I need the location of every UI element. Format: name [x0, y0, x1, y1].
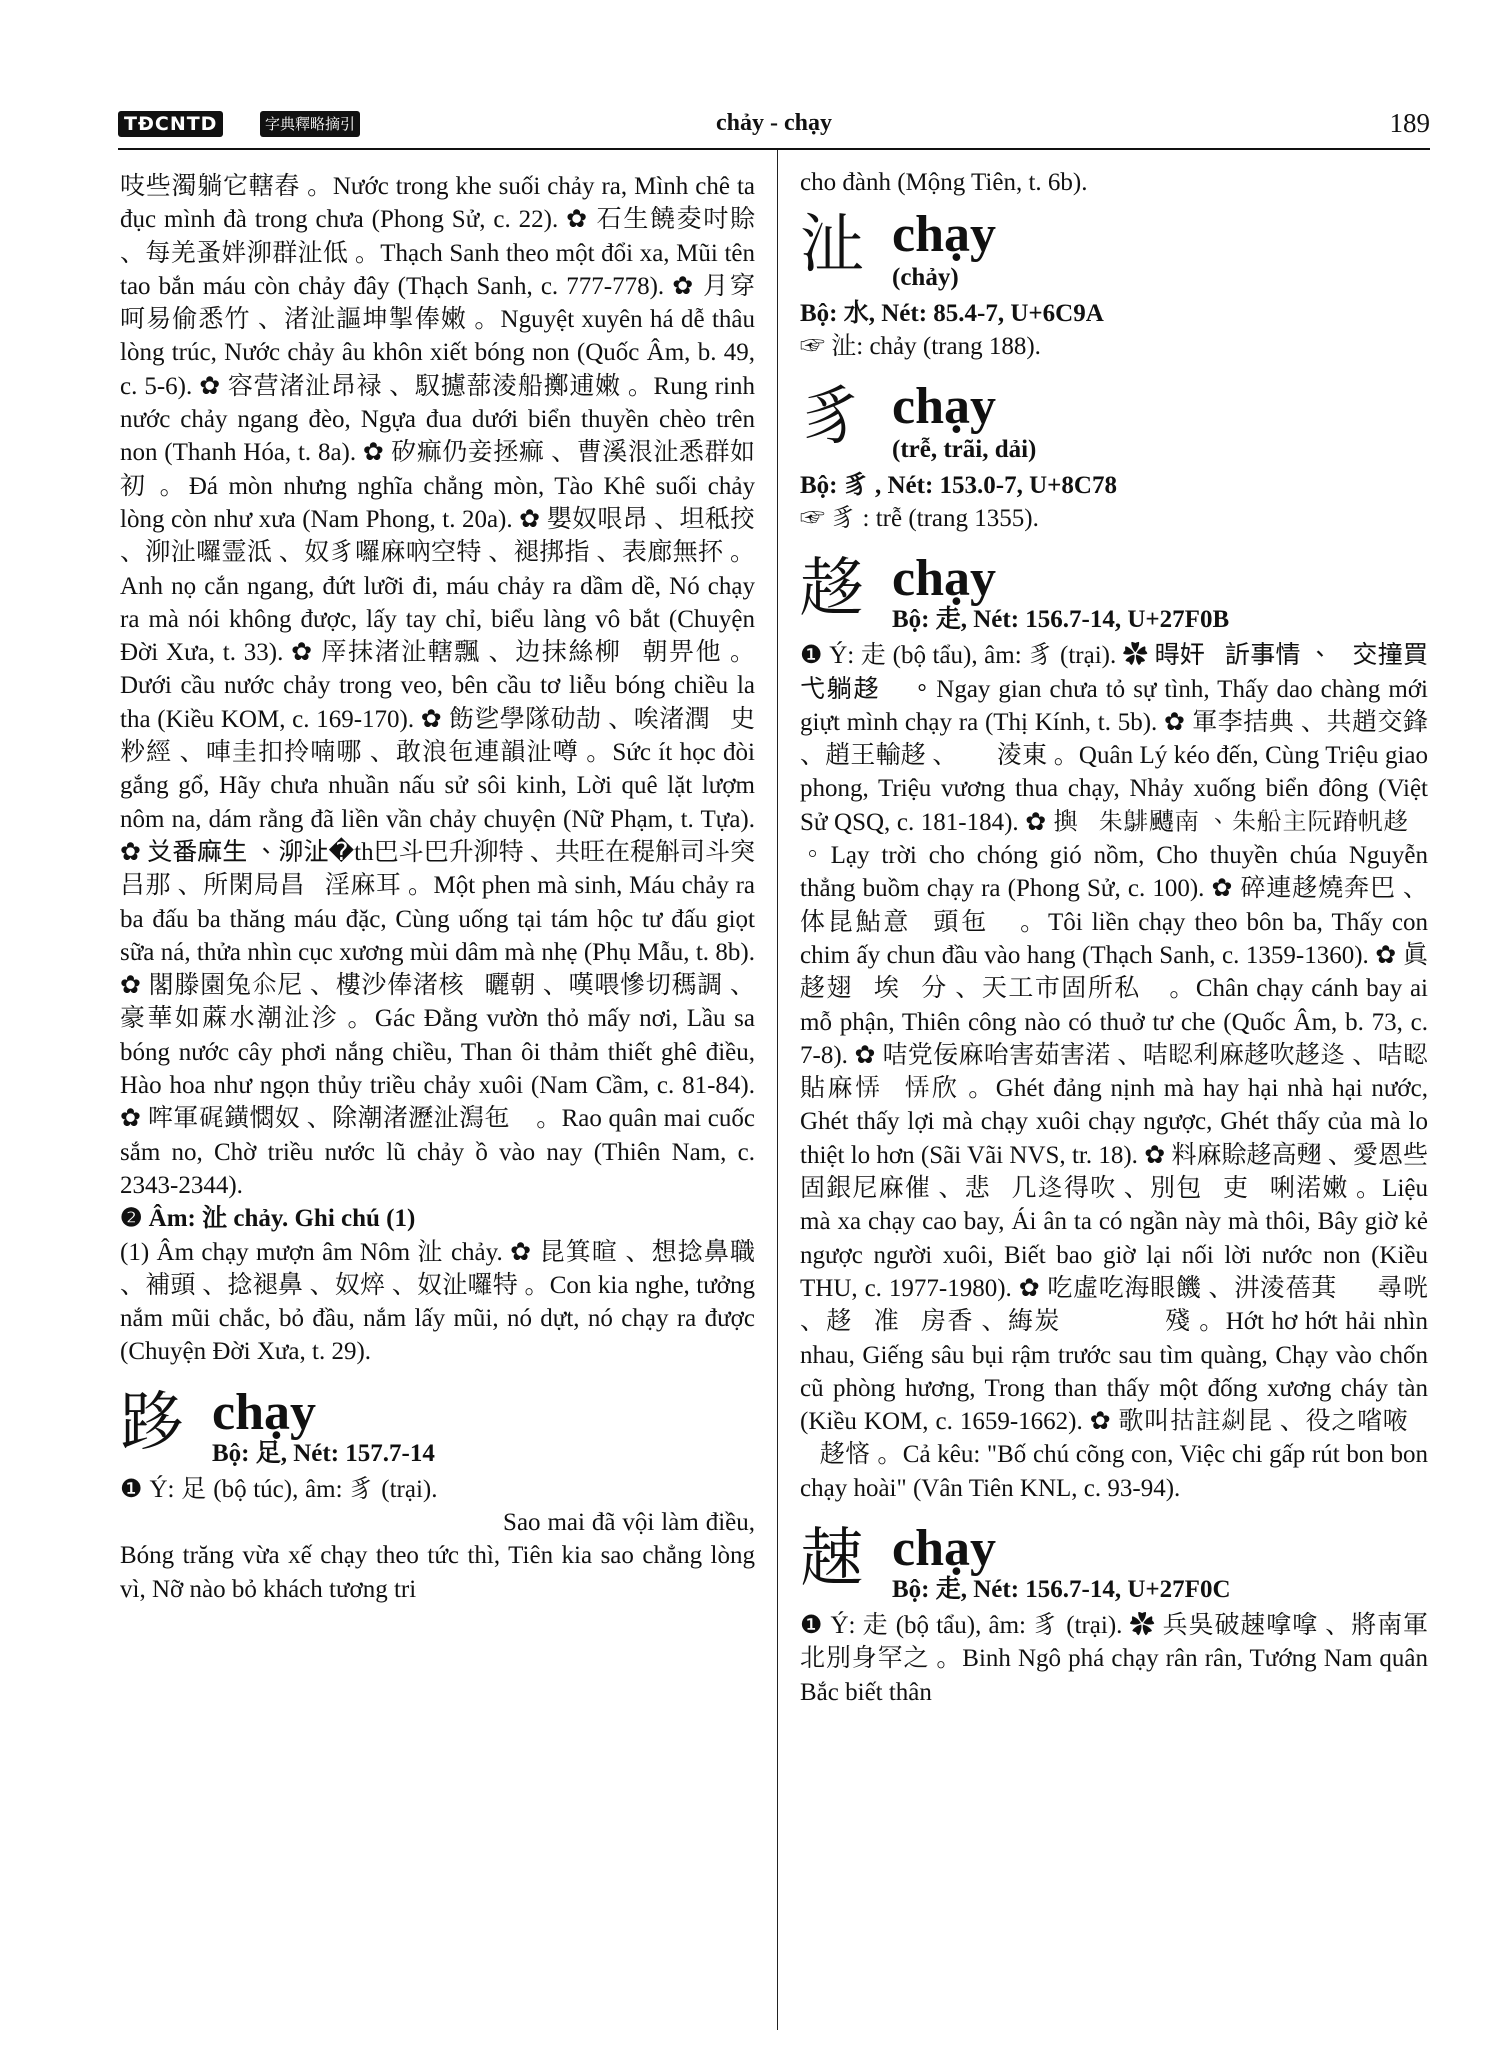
- entry-sense-text: ❶ Ý: 足 (bộ túc), âm: 豸 (trại). ✿ 𣊾枚㐌倍夕調 、膵膝皮熾跢曉息辰 、仙箕牢庄悉為 、女市補客相知朱停 。Sao mai đã vội làm điều, Bóng trăng vừa xế chạy theo tức thì, Tiên kia sao chẳng lòng vì, Nỡ nào bỏ khách tương tri: [120, 1475, 755, 1603]
- entry-headword: chạy: [892, 1520, 996, 1578]
- entry-character: 趍: [800, 552, 864, 627]
- entry-continuation-text: 吱些濁躺它轄舂 。Nước trong khe suối chảy ra, Mình chê ta đục mình đà trong chưa (Phong Sử, c. 22). ✿ 石生饒夌吋賒 、每羌蚤姅泖群沚低 。Thạch Sanh theo một đổi xa, Mũi tên tao bắn máu còn chảy đây (Thạch Sanh, c. 777-778). ✿ 月穿呵易偷悉竹 、渚沚謳坤掣俸嫩 。Nguyệt xuyên há dễ thâu lòng trúc, Nước chảy âu khôn xiết bóng non (Quốc Âm, b. 49, c. 5-6). ✿ 容营渚沚昂䘵 、馭攄蔀淩船擲逋嫩 。Rung rinh nước chảy ngang đèo, Ngựa đua dưới biển thuyền chèo trên non (Thanh Hóa, t. 8a). ✿ 矽痲仍妾拯痲 、曹溪泿沚悉群如初 。Đá mòn nhưng nghĩa chẳng mòn, Tào Khê suối chảy lòng còn như xưa (Nam Phong, t. 20a). ✿ 嬰奴哏昂 、坦秪挍 、泖沚囉霊泜 、奴豸囉麻吶空特 、褪挷指 、表廊無抔 。Anh nọ cắn ngang, đứt lưỡi đi, máu chảy ra dầm dề, Nó chạy ra mà nói không được, lấy tay chỉ, biểu làng vô bắt (Chuyện Đời Xưa, t. 33). ✿ 厗抹渚沚轄飄 、边抹絲柳𩄎朝畀他 。Dưới cầu nước chảy trong veo, bên cầu tơ liễu bóng chiều la tha (Kiều KOM, c. 169-170). ✿ 飭乷學隊劯劼 、唉渚潤𤉚史粆經 、唓圭扣拎喃哪 、敢浪㐌連韻沚噂 。Sức ít học đòi gắng gổ, Hãy chưa nhuần nấu sử sôi kinh, Lời quê lặt lượm nôm na, dám rằng đã liền vần chảy chuyện (Nữ Phạm, t. Tựa). ✿ 𠬠番麻生 、泖沚�th巴斗巴升泖特 、共旺在䅠斛司斗突吕那 、所閑局昌𦓡淫麻耳 。Một phen mà sinh, Máu chảy ra ba đấu ba thăng máu đặc, Cùng uống tại tám hộc tư đấu giọt sữa ná, thửa nhìn cục xương mùi dâm mà nhẹ (Phụ Mẫu, t. 8b). ✿ 閣滕園兔𠇍尼 、樓沙俸渚核𣊾曬朝 、嘆喂慘切𥡗調 、豪華如蔴水潮沚沴 。Gác Đằng vườn thỏ mấy nơi, Lầu sa bóng nước cây phơi nắng chiều, Than ôi thảm thiết ghê điều, Hào hoa như ngọn thủy triều chảy xuôi (Nam Cầm, c. 81-84). ✿ 哰軍𥒮鐄㦖奴 、除潮渚瀝沚澙㐌𠸗 。Rao quân mai cuốc sắm no, Chờ triều nước lũ chảy ồ vào nay (Thiên Nam, c. 2343-2344).: [120, 173, 755, 1199]
- entry-cross-reference: ☞ 豸 : trễ (trang 1355).: [800, 505, 1039, 533]
- entry-radical-info: Bộ: 豸 , Nét: 153.0-7, U+8C78: [800, 472, 1117, 500]
- dictionary-entry-header: [800, 551, 1428, 635]
- page-number: 189: [1389, 108, 1430, 138]
- running-title: chảy - chạy: [716, 110, 832, 136]
- entry-continuation-line: cho đành (Mộng Tiên, t. 6b).: [800, 169, 1088, 196]
- entry-headword: chạy: [892, 206, 996, 264]
- dictionary-entry-header: [800, 207, 1428, 293]
- entry-heading-block: [212, 1385, 755, 1469]
- entry-reading: (chảy): [892, 264, 959, 292]
- footnote-paragraph: (1) Âm chạy mượn âm Nôm 沚 chảy. ✿ 昆箕暄 、想捻鼻職 、補頭 、捻褪鼻 、奴焠 、奴沚囉特 。Con kia nghe, tưởng nắm mũi chắc, bỏ đầu, nắm lấy mũi, nó dựt, nó chạy ra được (Chuyện Đời Xưa, t. 29).: [120, 1238, 755, 1366]
- dictionary-entry-header: [800, 379, 1428, 465]
- entry-radical-info: Bộ: 足, Nét: 157.7-14: [212, 1439, 435, 1467]
- entry-reading: (trễ, trãi, dải): [892, 436, 1037, 464]
- series-logo: TĐCNTD: [118, 111, 223, 137]
- entry-headword: chạy: [892, 550, 996, 608]
- entry-character: 豸: [800, 380, 864, 455]
- series-logo-han-nom: 字典釋略摘引: [260, 111, 360, 137]
- right-column: [800, 166, 1428, 2026]
- entry-heading-block: [892, 551, 1428, 635]
- entry-heading-block: [892, 379, 1428, 465]
- entry-headword: chạy: [892, 378, 996, 436]
- entry-cross-reference: ☞ 沚: chảy (trang 188).: [800, 333, 1041, 361]
- page-header: [118, 106, 1430, 150]
- dictionary-entry-header: [800, 1521, 1428, 1605]
- entry-character: 趚: [800, 1522, 864, 1597]
- left-column: [120, 170, 755, 2030]
- entry-radical-info: Bộ: 走, Nét: 156.7-14, U+27F0B: [892, 606, 1230, 634]
- entry-heading-block: [892, 207, 1428, 293]
- pronunciation-note-line: ❷ Âm: 沚 chảy. Ghi chú (1): [120, 1205, 416, 1233]
- entry-sense-text: ❶ Ý: 走 (bộ tẩu), âm: 豸 (trại). ✿ 𣈜奸𥹰訢事情 、𥆾交撞買弋躺趍𨇜 。Ngay gian chưa tỏ sự tình, Thấy dao chàng mới giựt mình chạy ra (Thị Kính, t. 5b). ✿ 軍李拮典 、共趙交鋒 、趙王輸趍 、𨇒𧿆淩東 。Quân Lý kéo đến, Cùng Triệu giao phong, Triệu vương thua chạy, Nhảy xuống biển đông (Việt Sử QSQ, c. 181-184). ✿ 𢷣𡗶朱𪁹𩘯南 、朱船主阮蹐帆趍𠚢 。Lạy trời cho chóng gió nồm, Cho thuyền chúa Nguyễn thẳng buồm chạy ra (Phong Sử, c. 100). ✿ 碎連趍燒奔巴 、体昆鮎意𪶔頭㐌𡍚 。Tôi liền chạy theo bôn ba, Thấy con chim ấy chun đầu vào hang (Thạch Sanh, c. 1359-1360). ✿ 眞趍翅𨆠埃𦓡分 、天工市固所私𩅹 。Chân chạy cánh bay ai mỗ phận, Thiên công nào có thuở tư che (Quốc Âm, b. 73, c. 7-8). ✿ 咭党佞麻咍害茹害渃 、咭𥆾利麻趍吹趍𨒟 、咭𥆾貼麻𢙱𡖼𢙱欣 。Ghét đảng nịnh mà hay hại nhà hại nước, Ghét thấy lợi mà chạy xuôi chạy ngược, Ghét thấy của mà lo thiệt lo hơn (Sãi Vãi NVS, tr. 18). ✿ 料麻賒趍高𦑃 、愛恩些固銀尼麻催 、悲𣇞几𨒟得吹 、別包𣇞吏𦋦唎渃嫩 。Liệu mà xa chạy cao bay, Ái ân ta có ngần này mà thôi, Bây giờ kẻ ngược người xuôi, Biết bao giờ lại nối lời nước non (Kiều THU, c. 1977-1980). ✿ 吃虛吃海眼饑 、汫淩蓓萁𦝄𪠞尋咣 、趍𠓨准𩁱房香 、䋦炭𥆾𡨹𢷀𩩖𤈜殘 。Hớt hơ hớt hải nhìn nhau, Giếng sâu bụi rậm trước sau tìm quàng, Chạy vào chốn cũ phòng hương, Trong than thấy một đống xương cháy tàn (Kiều KOM, c. 1659-1662). ✿ 歌叫𢫈註𠟡昆 、役之㗂㖡𨀈𨀈趍悋 。Cả kêu: "Bố chú cõng con, Việc chi gấp rút bon bon chạy hoài" (Vân Tiên KNL, c. 93-94).: [800, 642, 1428, 1502]
- entry-radical-info: Bộ: 水, Nét: 85.4-7, U+6C9A: [800, 300, 1104, 328]
- column-divider: [777, 150, 778, 2030]
- entry-character: 沚: [800, 208, 864, 283]
- entry-radical-info: Bộ: 走, Nét: 156.7-14, U+27F0C: [892, 1576, 1231, 1604]
- entry-character: 跢: [120, 1385, 184, 1460]
- entry-headword: chạy: [212, 1383, 316, 1441]
- entry-heading-block: [892, 1521, 1428, 1605]
- entry-sense-text: ❶ Ý: 走 (bộ tẩu), âm: 豸 (trại). ✿ 兵吳破趚嗱嗱 、將南軍北別身罕之 。Binh Ngô phá chạy rân rân, Tướng Nam quân Bắc biết thân: [800, 1612, 1428, 1706]
- dictionary-entry-header: [120, 1385, 755, 1469]
